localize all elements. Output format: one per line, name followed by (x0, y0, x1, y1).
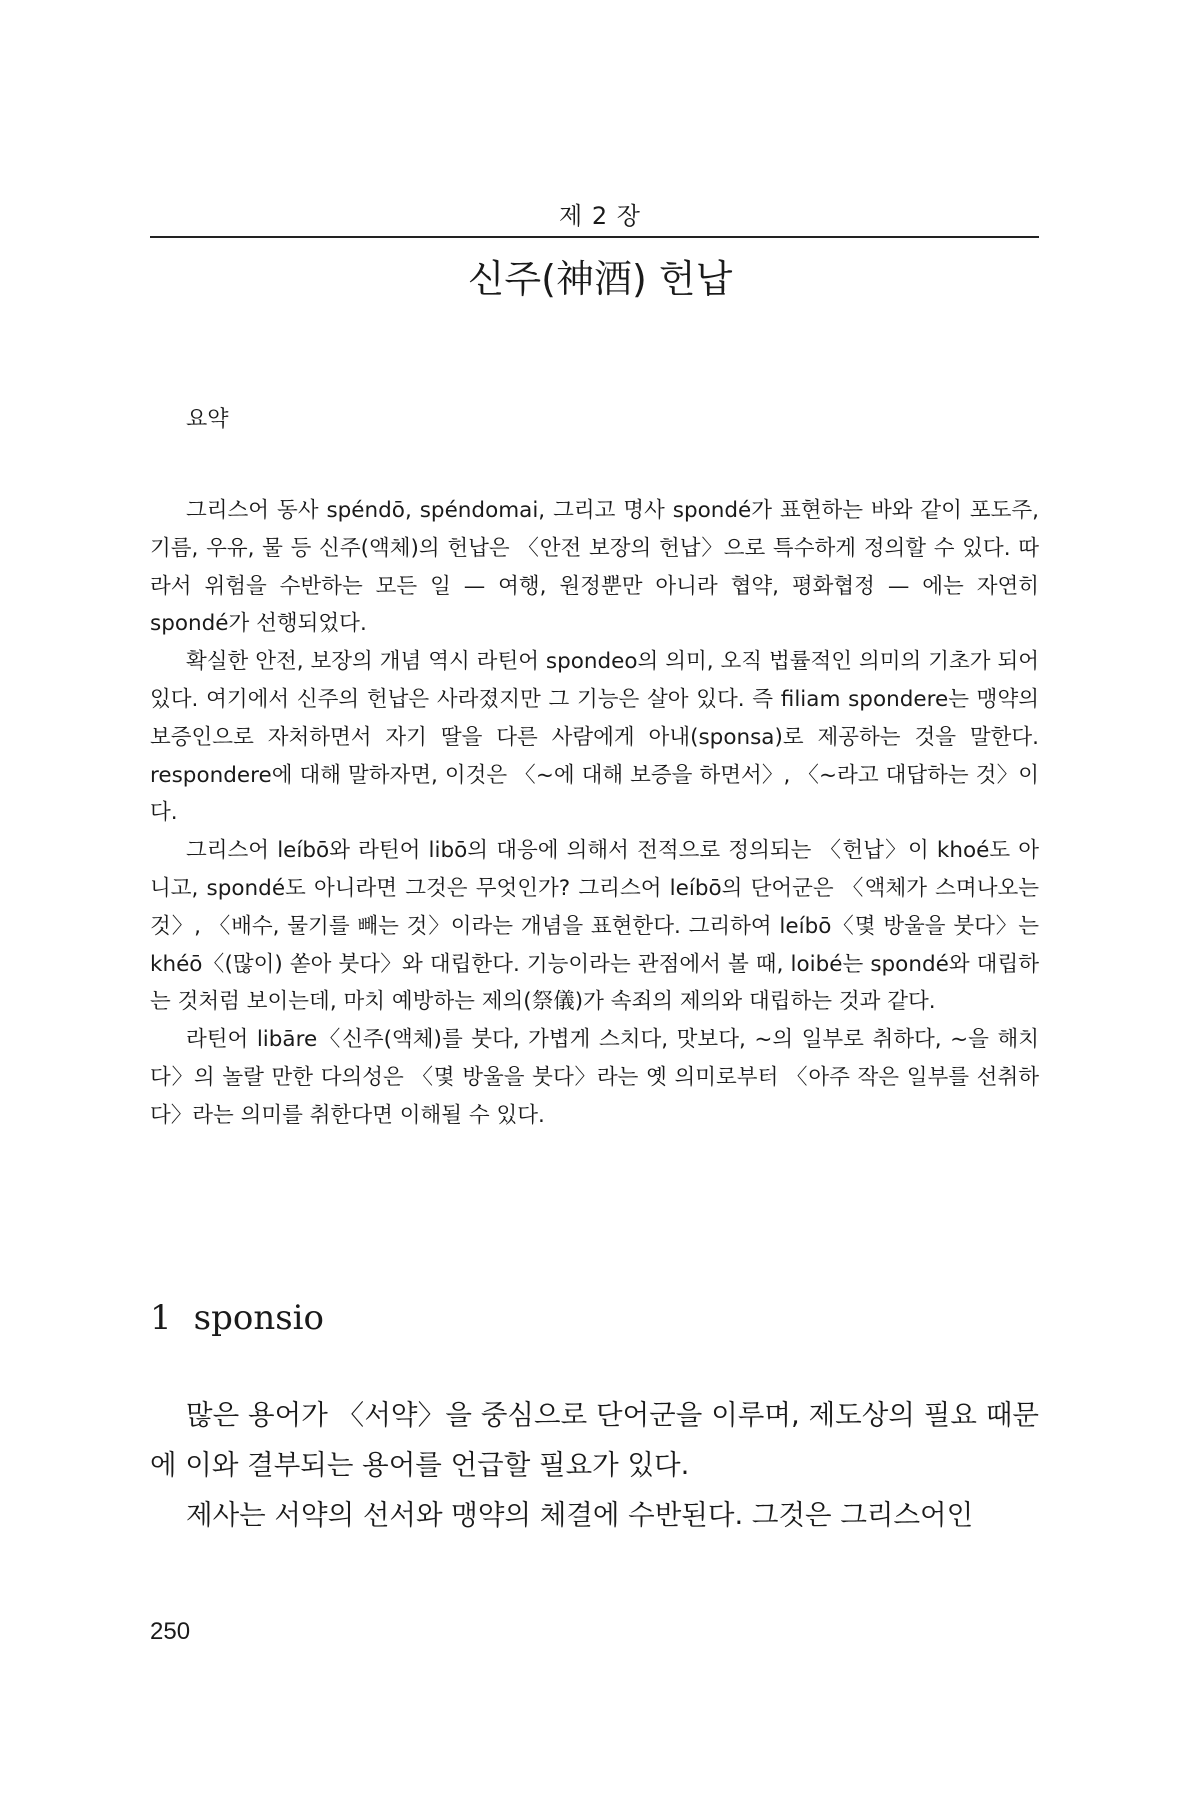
page-number: 250 (150, 1618, 191, 1645)
chapter-title: 신주(神酒) 헌납 (467, 257, 733, 301)
section-number: 1 (150, 1298, 172, 1338)
summary-paragraph: 라틴어 libāre〈신주(액체)를 붓다, 가볍게 스치다, 맛보다, ~의 일부로 취하다, ~을 해치다〉의 놀랄 만한 다의성은 〈몇 방울을 붓다〉라는 옛 의미로부터 〈아주 작은 일부를 선취하다〉라는 의미를 취한다면 이해될 수 있다. (150, 1027, 1039, 1128)
summary-paragraph: 그리스어 leíbō와 라틴어 libō의 대응에 의해서 전적으로 정의되는 〈헌납〉이 khoé도 아니고, spondé도 아니라면 그것은 무엇인가? 그리스어 leíbō의 단어군은 〈액체가 스며나오는 것〉, 〈배수, 물기를 빼는 것〉이라는 개념을 표현한다. 그리하여 leíbō〈몇 방울을 붓다〉는 khéō〈(많이) 쏟아 붓다〉와 대립한다. 기능이라는 관점에서 볼 때, loibé는 spondé와 대립하는 것처럼 보이는데, 마치 예방하는 제의(祭儀)가 속죄의 제의와 대립하는 것과 같다. (150, 838, 1039, 1015)
summary-block (150, 492, 1039, 1135)
summary-heading: 요약 (186, 407, 229, 432)
body-text-block (150, 1390, 1039, 1540)
section-title: sponsio (193, 1298, 325, 1338)
chapter-label: 제 2 장 (559, 202, 641, 230)
body-paragraph: 많은 용어가 〈서약〉을 중심으로 단어군을 이루며, 제도상의 필요 때문에 이와 결부되는 용어를 언급할 필요가 있다. (150, 1399, 1039, 1481)
summary-paragraph: 그리스어 동사 spéndō, spéndomai, 그리고 명사 spondé가 표현하는 바와 같이 포도주, 기름, 우유, 물 등 신주(액체)의 헌납은 〈안전 보장의 헌납〉으로 특수하게 정의할 수 있다. 따라서 위험을 수반하는 모든 일 — 여행, 원정뿐만 아니라 협약, 평화협정 — 에는 자연히 spondé가 선행되었다. (150, 498, 1039, 637)
header-rule (150, 236, 1039, 238)
section-heading (150, 1298, 324, 1338)
summary-paragraph: 확실한 안전, 보장의 개념 역시 라틴어 spondeo의 의미, 오직 법률적인 의미의 기초가 되어 있다. 여기에서 신주의 헌납은 사라졌지만 그 기능은 살아 있다. 즉 filiam spondere는 맹약의 보증인으로 자처하면서 자기 딸을 다른 사람에게 아내(sponsa)로 제공하는 것을 말한다. respondere에 대해 말하자면, 이것은 〈~에 대해 보증을 하면서〉, 〈~라고 대답하는 것〉이다. (150, 649, 1039, 826)
body-paragraph: 제사는 서약의 선서와 맹약의 체결에 수반된다. 그것은 그리스어인 (186, 1499, 974, 1531)
